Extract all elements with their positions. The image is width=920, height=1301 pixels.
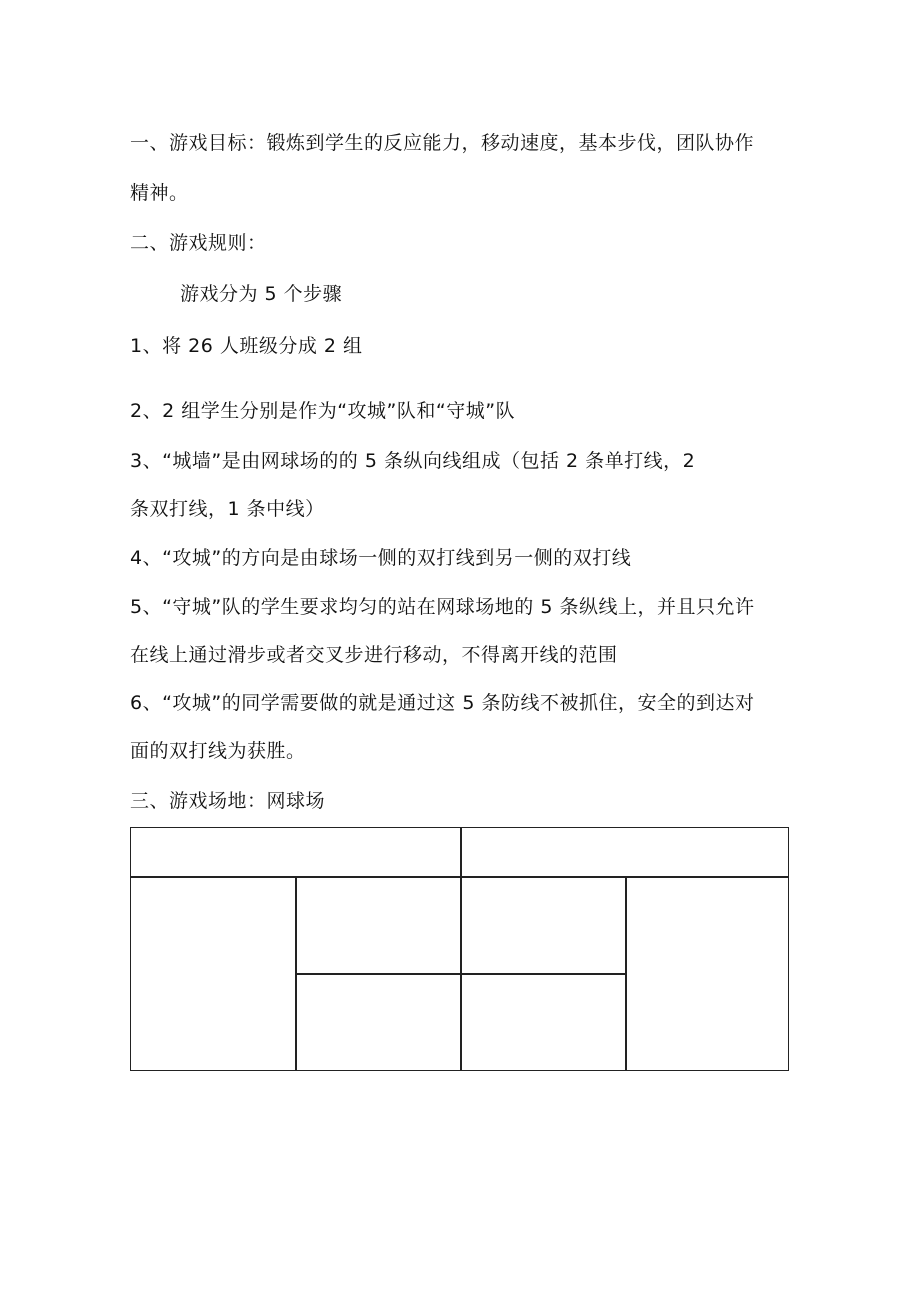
rule-2: 2、2 组学生分别是作为“攻城”队和“守城”队 <box>130 400 516 422</box>
rule-5-line-2: 在线上通过滑步或者交叉步进行移动，不得离开线的范围 <box>130 644 618 666</box>
rule-3-line-2: 条双打线，1 条中线） <box>130 498 325 520</box>
court-service-line <box>295 973 626 975</box>
rule-5-line-1: 5、“守城”队的学生要求均匀的站在网球场地的 5 条纵线上，并且只允许 <box>130 596 755 618</box>
rule-6-line-2: 面的双打线为获胜。 <box>130 740 306 762</box>
tennis-court-diagram <box>130 827 789 1071</box>
goal-line-2: 精神。 <box>130 182 189 204</box>
rule-4: 4、“攻城”的方向是由球场一侧的双打线到另一侧的双打线 <box>130 547 632 569</box>
rule-6-line-1: 6、“攻城”的同学需要做的就是通过这 5 条防线不被抓住，安全的到达对 <box>130 692 755 714</box>
rules-heading: 二、游戏规则： <box>130 232 267 254</box>
goal-line-1: 一、游戏目标：锻炼到学生的反应能力，移动速度，基本步伐，团队协作 <box>130 132 755 154</box>
rule-3-line-1: 3、“城墙”是由网球场的的 5 条纵向线组成（包括 2 条单打线，2 <box>130 450 696 472</box>
rule-1: 1、将 26 人班级分成 2 组 <box>130 335 363 357</box>
venue-heading: 三、游戏场地：网球场 <box>130 790 326 812</box>
rules-intro: 游戏分为 5 个步骤 <box>180 283 343 305</box>
court-top-center-line <box>460 828 462 877</box>
